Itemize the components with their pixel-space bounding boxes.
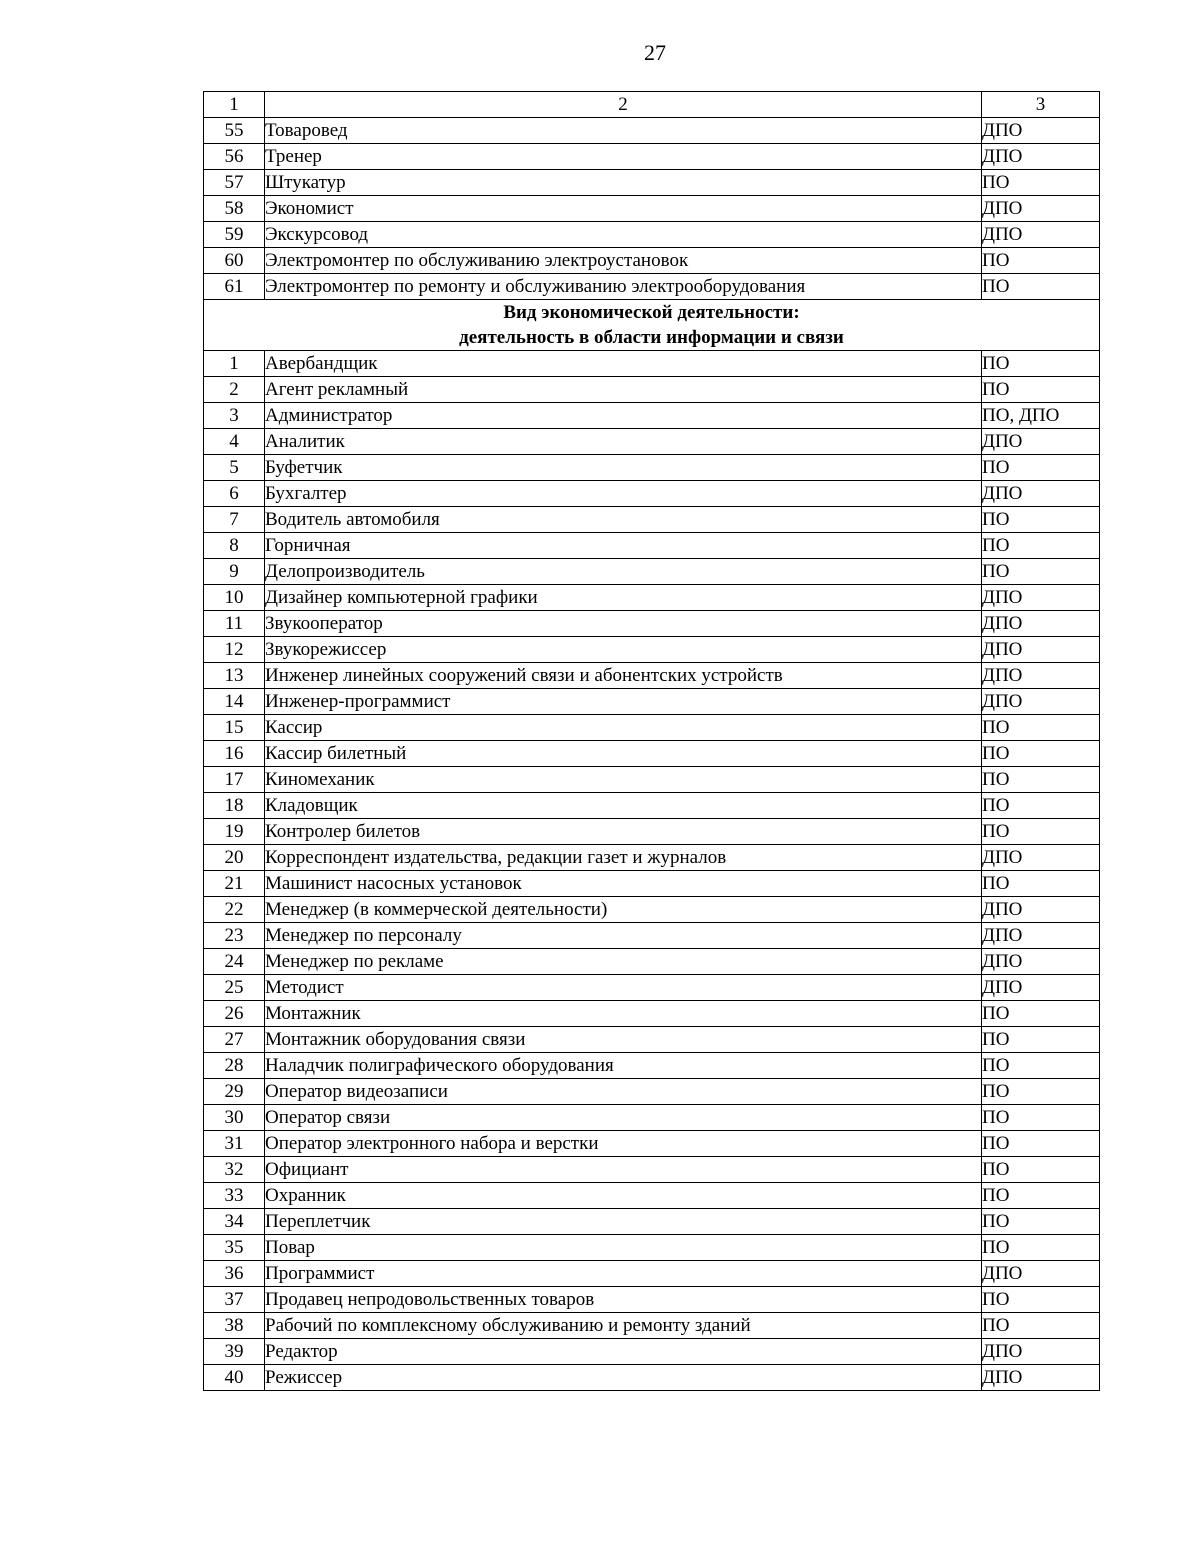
education-type: ДПО bbox=[982, 663, 1100, 689]
profession-name: Экскурсовод bbox=[265, 222, 982, 248]
profession-name: Методист bbox=[265, 975, 982, 1001]
table-row bbox=[204, 274, 1100, 300]
education-type: ДПО bbox=[982, 144, 1100, 170]
education-type: ДПО bbox=[982, 897, 1100, 923]
table-row bbox=[204, 118, 1100, 144]
profession-name: Контролер билетов bbox=[265, 819, 982, 845]
profession-name: Оператор электронного набора и верстки bbox=[265, 1131, 982, 1157]
row-number: 1 bbox=[204, 351, 265, 377]
table-row bbox=[204, 533, 1100, 559]
profession-name: Переплетчик bbox=[265, 1209, 982, 1235]
professions-table bbox=[203, 91, 1100, 1391]
profession-name: Водитель автомобиля bbox=[265, 507, 982, 533]
profession-name: Кладовщик bbox=[265, 793, 982, 819]
table-row bbox=[204, 975, 1100, 1001]
profession-name: Горничная bbox=[265, 533, 982, 559]
table-row bbox=[204, 1365, 1100, 1391]
education-type: ДПО bbox=[982, 949, 1100, 975]
table-body bbox=[204, 92, 1100, 1391]
row-number: 14 bbox=[204, 689, 265, 715]
row-number: 2 bbox=[204, 377, 265, 403]
table-row bbox=[204, 222, 1100, 248]
row-number: 25 bbox=[204, 975, 265, 1001]
education-type: ПО bbox=[982, 1027, 1100, 1053]
table-row bbox=[204, 1313, 1100, 1339]
education-type: ПО bbox=[982, 1183, 1100, 1209]
table-row bbox=[204, 1105, 1100, 1131]
profession-name: Администратор bbox=[265, 403, 982, 429]
table-row bbox=[204, 1183, 1100, 1209]
row-number: 8 bbox=[204, 533, 265, 559]
row-number: 27 bbox=[204, 1027, 265, 1053]
education-type: ПО bbox=[982, 170, 1100, 196]
row-number: 4 bbox=[204, 429, 265, 455]
education-type: ПО bbox=[982, 819, 1100, 845]
page-number: 27 bbox=[644, 40, 666, 65]
row-number: 59 bbox=[204, 222, 265, 248]
education-type: ДПО bbox=[982, 585, 1100, 611]
row-number: 56 bbox=[204, 144, 265, 170]
row-number: 13 bbox=[204, 663, 265, 689]
profession-name: Тренер bbox=[265, 144, 982, 170]
education-type: ДПО bbox=[982, 1339, 1100, 1365]
row-number: 55 bbox=[204, 118, 265, 144]
row-number: 30 bbox=[204, 1105, 265, 1131]
education-type: ДПО bbox=[982, 923, 1100, 949]
table-row bbox=[204, 1131, 1100, 1157]
table-row bbox=[204, 248, 1100, 274]
row-number: 28 bbox=[204, 1053, 265, 1079]
profession-name: Кассир билетный bbox=[265, 741, 982, 767]
row-number: 20 bbox=[204, 845, 265, 871]
education-type: ПО bbox=[982, 1287, 1100, 1313]
profession-name: Охранник bbox=[265, 1183, 982, 1209]
education-type: ПО bbox=[982, 1235, 1100, 1261]
row-number: 23 bbox=[204, 923, 265, 949]
table-row bbox=[204, 715, 1100, 741]
profession-name: Электромонтер по ремонту и обслуживанию электрооборудования bbox=[265, 274, 982, 300]
education-type: ПО bbox=[982, 1105, 1100, 1131]
profession-name: Рабочий по комплексному обслуживанию и ремонту зданий bbox=[265, 1313, 982, 1339]
row-number: 60 bbox=[204, 248, 265, 274]
profession-name: Звукооператор bbox=[265, 611, 982, 637]
education-type: ПО bbox=[982, 715, 1100, 741]
table-row bbox=[204, 793, 1100, 819]
row-number: 58 bbox=[204, 196, 265, 222]
row-number: 31 bbox=[204, 1131, 265, 1157]
education-type: ПО bbox=[982, 1001, 1100, 1027]
profession-name: Товаровед bbox=[265, 118, 982, 144]
education-type: ДПО bbox=[982, 1365, 1100, 1391]
column-number-2: 2 bbox=[265, 92, 982, 118]
education-type: ПО, ДПО bbox=[982, 403, 1100, 429]
profession-name: Штукатур bbox=[265, 170, 982, 196]
profession-name: Дизайнер компьютерной графики bbox=[265, 585, 982, 611]
table-row bbox=[204, 611, 1100, 637]
table-row bbox=[204, 1339, 1100, 1365]
row-number: 39 bbox=[204, 1339, 265, 1365]
profession-name: Менеджер по персоналу bbox=[265, 923, 982, 949]
profession-name: Программист bbox=[265, 1261, 982, 1287]
profession-name: Наладчик полиграфического оборудования bbox=[265, 1053, 982, 1079]
table-row bbox=[204, 845, 1100, 871]
education-type: ПО bbox=[982, 559, 1100, 585]
row-number: 9 bbox=[204, 559, 265, 585]
education-type: ПО bbox=[982, 1053, 1100, 1079]
table-row bbox=[204, 897, 1100, 923]
table-row bbox=[204, 351, 1100, 377]
education-type: ДПО bbox=[982, 611, 1100, 637]
education-type: ПО bbox=[982, 871, 1100, 897]
row-number: 21 bbox=[204, 871, 265, 897]
education-type: ПО bbox=[982, 1209, 1100, 1235]
profession-name: Оператор видеозаписи bbox=[265, 1079, 982, 1105]
table-row bbox=[204, 585, 1100, 611]
row-number: 35 bbox=[204, 1235, 265, 1261]
profession-name: Монтажник bbox=[265, 1001, 982, 1027]
row-number: 7 bbox=[204, 507, 265, 533]
row-number: 10 bbox=[204, 585, 265, 611]
education-type: ПО bbox=[982, 351, 1100, 377]
education-type: ДПО bbox=[982, 637, 1100, 663]
table-row bbox=[204, 1079, 1100, 1105]
education-type: ПО bbox=[982, 767, 1100, 793]
education-type: ДПО bbox=[982, 222, 1100, 248]
education-type: ПО bbox=[982, 248, 1100, 274]
profession-name: Режиссер bbox=[265, 1365, 982, 1391]
profession-name: Буфетчик bbox=[265, 455, 982, 481]
education-type: ДПО bbox=[982, 845, 1100, 871]
profession-name: Авербандщик bbox=[265, 351, 982, 377]
row-number: 3 bbox=[204, 403, 265, 429]
education-type: ПО bbox=[982, 274, 1100, 300]
table-row bbox=[204, 663, 1100, 689]
row-number: 12 bbox=[204, 637, 265, 663]
education-type: ПО bbox=[982, 377, 1100, 403]
education-type: ПО bbox=[982, 1313, 1100, 1339]
row-number: 17 bbox=[204, 767, 265, 793]
profession-name: Оператор связи bbox=[265, 1105, 982, 1131]
education-type: ДПО bbox=[982, 196, 1100, 222]
section-heading bbox=[204, 300, 1100, 351]
profession-name: Агент рекламный bbox=[265, 377, 982, 403]
profession-name: Машинист насосных установок bbox=[265, 871, 982, 897]
table-row bbox=[204, 819, 1100, 845]
table-row bbox=[204, 1157, 1100, 1183]
profession-name: Звукорежиссер bbox=[265, 637, 982, 663]
profession-name: Инженер линейных сооружений связи и абонентских устройств bbox=[265, 663, 982, 689]
education-type: ДПО bbox=[982, 689, 1100, 715]
table-row bbox=[204, 196, 1100, 222]
table-row bbox=[204, 481, 1100, 507]
column-number-1: 1 bbox=[204, 92, 265, 118]
row-number: 18 bbox=[204, 793, 265, 819]
row-number: 33 bbox=[204, 1183, 265, 1209]
row-number: 36 bbox=[204, 1261, 265, 1287]
row-number: 22 bbox=[204, 897, 265, 923]
row-number: 57 bbox=[204, 170, 265, 196]
table-row bbox=[204, 1287, 1100, 1313]
table-row bbox=[204, 741, 1100, 767]
education-type: ПО bbox=[982, 741, 1100, 767]
profession-name: Официант bbox=[265, 1157, 982, 1183]
education-type: ПО bbox=[982, 533, 1100, 559]
row-number: 37 bbox=[204, 1287, 265, 1313]
table-row bbox=[204, 689, 1100, 715]
profession-name: Продавец непродовольственных товаров bbox=[265, 1287, 982, 1313]
profession-name: Делопроизводитель bbox=[265, 559, 982, 585]
table-row bbox=[204, 871, 1100, 897]
profession-name: Монтажник оборудования связи bbox=[265, 1027, 982, 1053]
profession-name: Аналитик bbox=[265, 429, 982, 455]
column-number-3: 3 bbox=[982, 92, 1100, 118]
section-heading-row bbox=[204, 300, 1100, 351]
education-type: ПО bbox=[982, 1131, 1100, 1157]
profession-name: Редактор bbox=[265, 1339, 982, 1365]
table-row bbox=[204, 1027, 1100, 1053]
education-type: ДПО bbox=[982, 118, 1100, 144]
education-type: ПО bbox=[982, 1079, 1100, 1105]
education-type: ПО bbox=[982, 1157, 1100, 1183]
row-number: 6 bbox=[204, 481, 265, 507]
row-number: 19 bbox=[204, 819, 265, 845]
row-number: 11 bbox=[204, 611, 265, 637]
education-type: ПО bbox=[982, 507, 1100, 533]
row-number: 40 bbox=[204, 1365, 265, 1391]
education-type: ДПО bbox=[982, 1261, 1100, 1287]
education-type: ДПО bbox=[982, 429, 1100, 455]
profession-name: Менеджер по рекламе bbox=[265, 949, 982, 975]
education-type: ПО bbox=[982, 455, 1100, 481]
education-type: ДПО bbox=[982, 975, 1100, 1001]
profession-name: Бухгалтер bbox=[265, 481, 982, 507]
education-type: ПО bbox=[982, 793, 1100, 819]
profession-name: Менеджер (в коммерческой деятельности) bbox=[265, 897, 982, 923]
table-row bbox=[204, 455, 1100, 481]
profession-name: Кассир bbox=[265, 715, 982, 741]
profession-name: Экономист bbox=[265, 196, 982, 222]
table-row bbox=[204, 507, 1100, 533]
profession-name: Электромонтер по обслуживанию электроустановок bbox=[265, 248, 982, 274]
row-number: 32 bbox=[204, 1157, 265, 1183]
table-row bbox=[204, 403, 1100, 429]
section-heading-line-2: деятельность в области информации и связи bbox=[459, 327, 844, 348]
row-number: 34 bbox=[204, 1209, 265, 1235]
table-row bbox=[204, 923, 1100, 949]
section-heading-line-1: Вид экономической деятельности: bbox=[503, 302, 800, 323]
table-row bbox=[204, 429, 1100, 455]
education-type: ДПО bbox=[982, 481, 1100, 507]
row-number: 16 bbox=[204, 741, 265, 767]
table-row bbox=[204, 767, 1100, 793]
table-row bbox=[204, 1001, 1100, 1027]
row-number: 26 bbox=[204, 1001, 265, 1027]
row-number: 29 bbox=[204, 1079, 265, 1105]
table-row bbox=[204, 144, 1100, 170]
table-row bbox=[204, 559, 1100, 585]
table-row bbox=[204, 949, 1100, 975]
table-row bbox=[204, 1053, 1100, 1079]
row-number: 38 bbox=[204, 1313, 265, 1339]
row-number: 24 bbox=[204, 949, 265, 975]
profession-name: Корреспондент издательства, редакции газет и журналов bbox=[265, 845, 982, 871]
row-number: 5 bbox=[204, 455, 265, 481]
profession-name: Киномеханик bbox=[265, 767, 982, 793]
row-number: 15 bbox=[204, 715, 265, 741]
table-row bbox=[204, 170, 1100, 196]
table-row bbox=[204, 1261, 1100, 1287]
table-row bbox=[204, 1235, 1100, 1261]
profession-name: Повар bbox=[265, 1235, 982, 1261]
column-number-row bbox=[204, 92, 1100, 118]
profession-name: Инженер-программист bbox=[265, 689, 982, 715]
table-row bbox=[204, 1209, 1100, 1235]
table-row bbox=[204, 637, 1100, 663]
row-number: 61 bbox=[204, 274, 265, 300]
table-row bbox=[204, 377, 1100, 403]
